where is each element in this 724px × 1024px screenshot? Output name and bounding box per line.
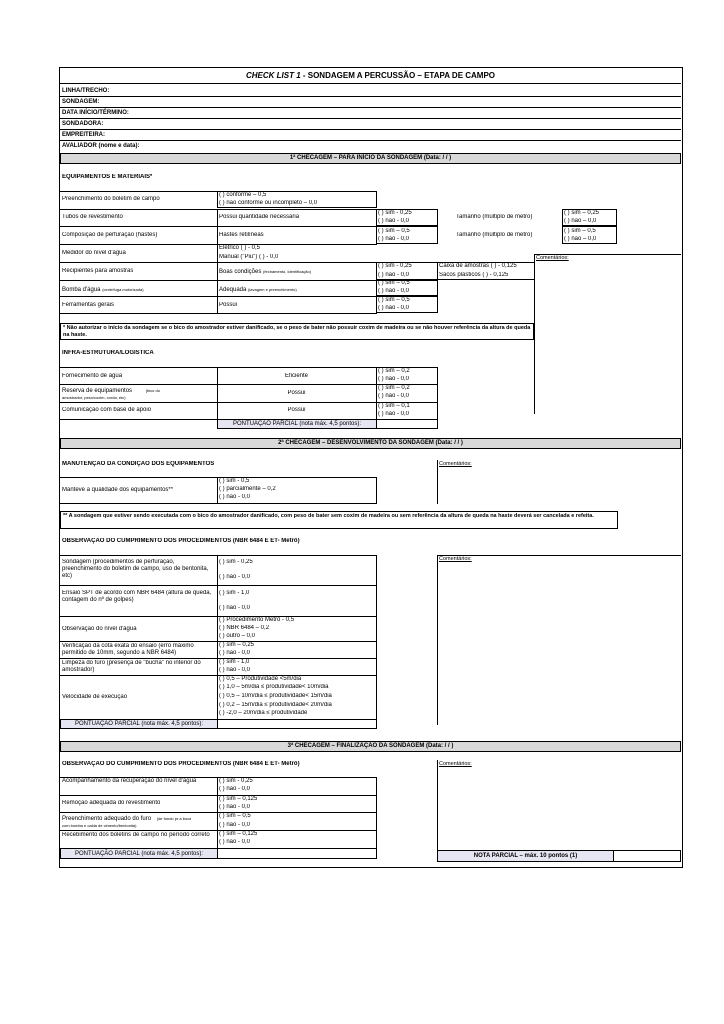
manteve-label: Manteve a qualidade dos equipamentos** [62, 487, 174, 493]
row-divider [60, 280, 377, 281]
obs-nivel-agua-outro[interactable]: ( ) outro – 0,0 [219, 633, 256, 639]
hastes-nao[interactable]: ( ) não - 0,0 [378, 236, 410, 242]
col-divider [217, 209, 218, 313]
ferramentas-sim[interactable]: ( ) sim – 0,5 [378, 297, 410, 303]
comunicacao-criterio: Possui [287, 407, 306, 413]
check2-comments1-box[interactable] [437, 460, 681, 504]
bomba-criterio: Adequada (lavagem e preenchimento) [219, 287, 297, 293]
check2-section-obs: OBSERVAÇÃO DO CUMPRIMENTO DOS PROCEDIMENTOS (NBR 6484 E ET- Metrô) [62, 538, 300, 544]
preenchimento-label-detail: com bomba e calda de cimento/bentonita) [62, 823, 137, 828]
spt-sim[interactable]: ( ) sim - 1,0 [219, 590, 250, 596]
row-divider [60, 226, 377, 227]
bomba-sim[interactable]: ( ) sim – 0,5 [378, 280, 410, 286]
velocidade-opt-2[interactable]: ( ) 1,0 – 5m/dia ≤ produtividade< 10m/dia [219, 684, 329, 690]
velocidade-opt-1[interactable]: ( ) 0,5 – Produtividade <5m/dia [219, 676, 302, 682]
check1-pontuacao-value[interactable] [376, 419, 438, 429]
check2-comments2-label: Comentários: [439, 556, 472, 562]
velocidade-label: Velocidade de execução [62, 694, 128, 700]
check1-band: 1ª CHECAGEM – PARA INÍCIO DA SONDAGEM (Data: / / ) [60, 153, 681, 164]
row-divider [60, 209, 377, 210]
col-divider [376, 367, 377, 419]
sondagem-sim[interactable]: ( ) sim - 0,25 [219, 559, 253, 565]
medidor-opt-manual[interactable]: Manual ("Piu") ( ) - 0,0 [219, 254, 279, 260]
field-linha-trecho[interactable]: LINHA/TRECHO: [60, 86, 681, 97]
check2-comments2-box[interactable] [437, 555, 681, 725]
preenchimento-sim[interactable]: ( ) sim – 0,5 [219, 813, 251, 819]
check2-section-manut: MANUTENÇÃO DA CONDIÇÃO DOS EQUIPAMENTOS [62, 461, 215, 467]
preenchimento-nao[interactable]: ( ) não - 0,0 [219, 822, 251, 828]
remocao-nao[interactable]: ( ) não - 0,0 [219, 804, 251, 810]
reserva-sim[interactable]: ( ) sim – 0,2 [378, 385, 410, 391]
recipientes-nao[interactable]: ( ) não - 0,0 [378, 272, 410, 278]
limpeza-nao[interactable]: ( ) não - 0,0 [219, 667, 251, 673]
fornecimento-label: Fornecimento de água [62, 373, 123, 379]
remocao-sim[interactable]: ( ) sim – 0,125 [219, 796, 258, 802]
sondagem-nao[interactable]: ( ) não - 0,0 [219, 574, 251, 580]
check3-comments-label: Comentários: [439, 761, 472, 767]
check2-pontuacao-value[interactable] [217, 719, 377, 729]
check3-pontuacao-parcial: PONTUAÇÃO PARCIAL (nota máx. 4,5 pontos): [60, 848, 218, 859]
check2-pontuacao-parcial: PONTUAÇÃO PARCIAL (nota máx. 4,5 pontos): [60, 719, 218, 729]
velocidade-opt-4[interactable]: ( ) 0,2 – 15m/dia ≤ produtividade< 20m/dia [219, 702, 332, 708]
sondagem-label: Sondagem (procedimentos de perfuração, preenchimento do boletim de campo, uso de bentonita, etc) [62, 559, 209, 579]
boletim-label: Preenchimento do boletim de campo [62, 196, 160, 202]
limpeza-label: Limpeza do furo (presença de "bucha" no interior do amostrador) [62, 660, 201, 673]
row-divider [60, 313, 377, 314]
recipientes-sacos[interactable]: Sacos plásticos ( ) - 0,125 [439, 272, 509, 278]
velocidade-opt-3[interactable]: ( ) 0,5 – 10m/dia ≤ produtividade< 15m/dia [219, 693, 332, 699]
row-divider [60, 585, 377, 586]
nota-parcial-value[interactable] [613, 850, 681, 862]
check3-pontuacao-value[interactable] [217, 848, 377, 859]
comunicacao-sim[interactable]: ( ) sim – 0,1 [378, 403, 410, 409]
check1-section-equip: EQUIPAMENTOS E MATERIAIS* [62, 174, 153, 180]
tubos-tam-nao[interactable]: ( ) não – 0,0 [564, 218, 597, 224]
check2-comments1-label: Comentários: [439, 461, 472, 467]
acompanhamento-sim[interactable]: ( ) sim - 0,25 [219, 778, 253, 784]
boletim-opt-nao-conforme[interactable]: ( ) não conforme ou incompleto – 0,0 [219, 200, 318, 206]
ferramentas-label: Ferramentas gerais [62, 302, 115, 308]
hastes-tam-nao[interactable]: ( ) não – 0,0 [564, 236, 597, 242]
medidor-opt-eletrico[interactable]: Elétrico ( ) - 0,5 [219, 245, 261, 251]
check3-section-obs: OBSERVAÇÃO DO CUMPRIMENTO DOS PROCEDIMENTOS (NBR 6484 E ET- Metrô) [62, 761, 300, 767]
comunicacao-label: Comunicação com base de apoio [62, 407, 152, 413]
manteve-parcialmente[interactable]: ( ) parcialmente – 0,2 [219, 486, 276, 492]
col-divider [376, 555, 377, 719]
acompanhamento-nao[interactable]: ( ) não - 0,0 [219, 786, 251, 792]
tubos-nao[interactable]: ( ) não - 0,0 [378, 218, 410, 224]
reserva-label-detail: amostrador, peso/coxim, corda, etc) [62, 395, 126, 400]
hastes-tam-sim[interactable]: ( ) sim – 0,5 [564, 228, 596, 234]
hastes-tamanho: Tamanho (múltiplo de metro) [456, 232, 533, 238]
reserva-criterio: Possui [287, 390, 306, 396]
obs-nivel-agua-metro[interactable]: ( ) Procedimento Metrô - 0,5 [219, 617, 295, 623]
spt-nao[interactable]: ( ) não - 0,0 [219, 605, 251, 611]
ferramentas-criterio: Possui [219, 302, 238, 308]
field-sondadora[interactable]: SONDADORA: [60, 119, 681, 130]
bomba-nao[interactable]: ( ) não - 0,0 [378, 288, 410, 294]
row-divider [60, 262, 377, 263]
reserva-nao[interactable]: ( ) não - 0,0 [378, 393, 410, 399]
cota-label: Verificação da cota exata do ensaio (erro máximo permitido de 10mm, segundo a NBR 6484) [62, 643, 194, 656]
ferramentas-nao[interactable]: ( ) não - 0,0 [378, 305, 410, 311]
recipientes-sim[interactable]: ( ) sim - 0,25 [378, 263, 412, 269]
check1-section-infra: INFRA-ESTRUTURA/LOGÍSTICA [62, 350, 154, 356]
recebimento-nao[interactable]: ( ) não - 0,0 [219, 839, 251, 845]
recipientes-criterio: Boas condições (fechamento, identificação) [219, 269, 312, 275]
boletim-opt-conforme[interactable]: ( ) conforme – 0,5 [219, 192, 267, 198]
check1-pontuacao-parcial: PONTUAÇÃO PARCIAL (nota máx. 4,5 pontos): [217, 419, 377, 429]
cota-nao[interactable]: ( ) não - 0,0 [219, 650, 251, 656]
fornecimento-nao[interactable]: ( ) não - 0,0 [378, 376, 410, 382]
hastes-sim[interactable]: ( ) sim – 0,5 [378, 228, 410, 234]
hastes-label: Composição de perfuração (hastes) [62, 232, 158, 238]
checklist-page [59, 67, 683, 868]
limpeza-sim[interactable]: ( ) sim - 1,0 [219, 659, 250, 665]
tubos-sim[interactable]: ( ) sim - 0,25 [378, 210, 412, 216]
tubos-label: Tubos de revestimento [62, 214, 123, 220]
check3-comments-box[interactable] [437, 760, 681, 850]
check1-comments-label: Comentários: [536, 255, 569, 261]
field-data-inicio-termino[interactable]: DATA INÍCIO/TÉRMINO: [60, 108, 681, 119]
medidor-label: Medidor do nível d'água [62, 250, 126, 256]
col-divider [217, 555, 218, 719]
check1-note: * Não autorizar o início da sondagem se o bico do amostrador estiver danificado, se o peso de bater não possuir coxim de madeira ou se não houver referência da altura de queda na haste. [60, 323, 534, 340]
cota-sim[interactable]: ( ) sim – 0,25 [219, 642, 255, 648]
velocidade-opt-5[interactable]: ( ) -2,0 – 20m/dia ≤ produtividade [219, 710, 308, 716]
obs-nivel-agua-nbr[interactable]: ( ) NBR 6484 – 0,2 [219, 625, 270, 631]
tubos-tamanho: Tamanho (múltiplo de metro) [456, 214, 533, 220]
check2-band: 2ª CHECAGEM – DESENVOLVIMENTO DA SONDAGEM (Data: / / ) [60, 438, 681, 449]
field-sondagem[interactable]: SONDAGEM: [60, 97, 681, 108]
field-avaliador[interactable]: AVALIADOR (nome e data): [62, 143, 140, 149]
tubos-criterio: Possui quantidade necessária [219, 214, 300, 220]
bomba-label: Bomba d'água (centrífuga motorizada) [62, 287, 144, 293]
recipientes-caixa[interactable]: Caixa de amostras ( ) - 0,125 [439, 263, 517, 269]
check3-band: 3ª CHECAGEM – FINALIZAÇÃO DA SONDAGEM (Data: / / ) [60, 741, 681, 752]
fornecimento-criterio: Eficiente [284, 373, 308, 379]
reserva-label: Reserva de equipamentos (bico do [62, 388, 160, 394]
recipientes-label: Recipientes para amostras [62, 268, 134, 274]
recebimento-sim[interactable]: ( ) sim – 0,125 [219, 831, 258, 837]
comunicacao-nao[interactable]: ( ) não - 0,0 [378, 411, 410, 417]
check2-note: ** A sondagem que estiver sendo executada com o bico do amostrador danificado, com peso de bater sem coxim de madeira ou sem referência da altura de queda na haste deverá ser cancelada e refeita. [60, 511, 618, 529]
obs-nivel-agua-label: Observação do nível d'água [62, 626, 137, 632]
row-divider [60, 296, 377, 297]
tubos-tam-sim[interactable]: ( ) sim – 0,25 [564, 210, 600, 216]
field-empreiteira[interactable]: EMPREITEIRA: [60, 130, 681, 141]
hastes-criterio: Hastes retilíneas [219, 232, 264, 238]
remocao-label: Remoção adequada do revestimento [62, 800, 161, 806]
nota-parcial: NOTA PARCIAL – máx. 10 pontos (1) [437, 850, 614, 862]
check1-comments-box[interactable] [534, 254, 681, 414]
spt-label: Ensaio SPT de acordo com NBR 6484 (altura de queda, contagem do nº de golpes) [62, 590, 212, 603]
fornecimento-sim[interactable]: ( ) sim – 0,2 [378, 368, 410, 374]
page-title: CHECK LIST 1 - SONDAGEM A PERCUSSÃO – ETAPA DE CAMPO [60, 68, 681, 84]
recebimento-label: Recebimento dos boletins de campo no período correto [62, 832, 210, 838]
col-divider [437, 367, 438, 419]
preenchimento-label: Preenchimento adequado do furo (de fundo pr a boca [62, 816, 192, 822]
acompanhamento-label: Acompanhamento da recuperação do nível d'água [62, 778, 197, 784]
manteve-sim[interactable]: ( ) sim - 0,5 [219, 478, 250, 484]
manteve-nao[interactable]: ( ) não - 0,0 [219, 494, 251, 500]
